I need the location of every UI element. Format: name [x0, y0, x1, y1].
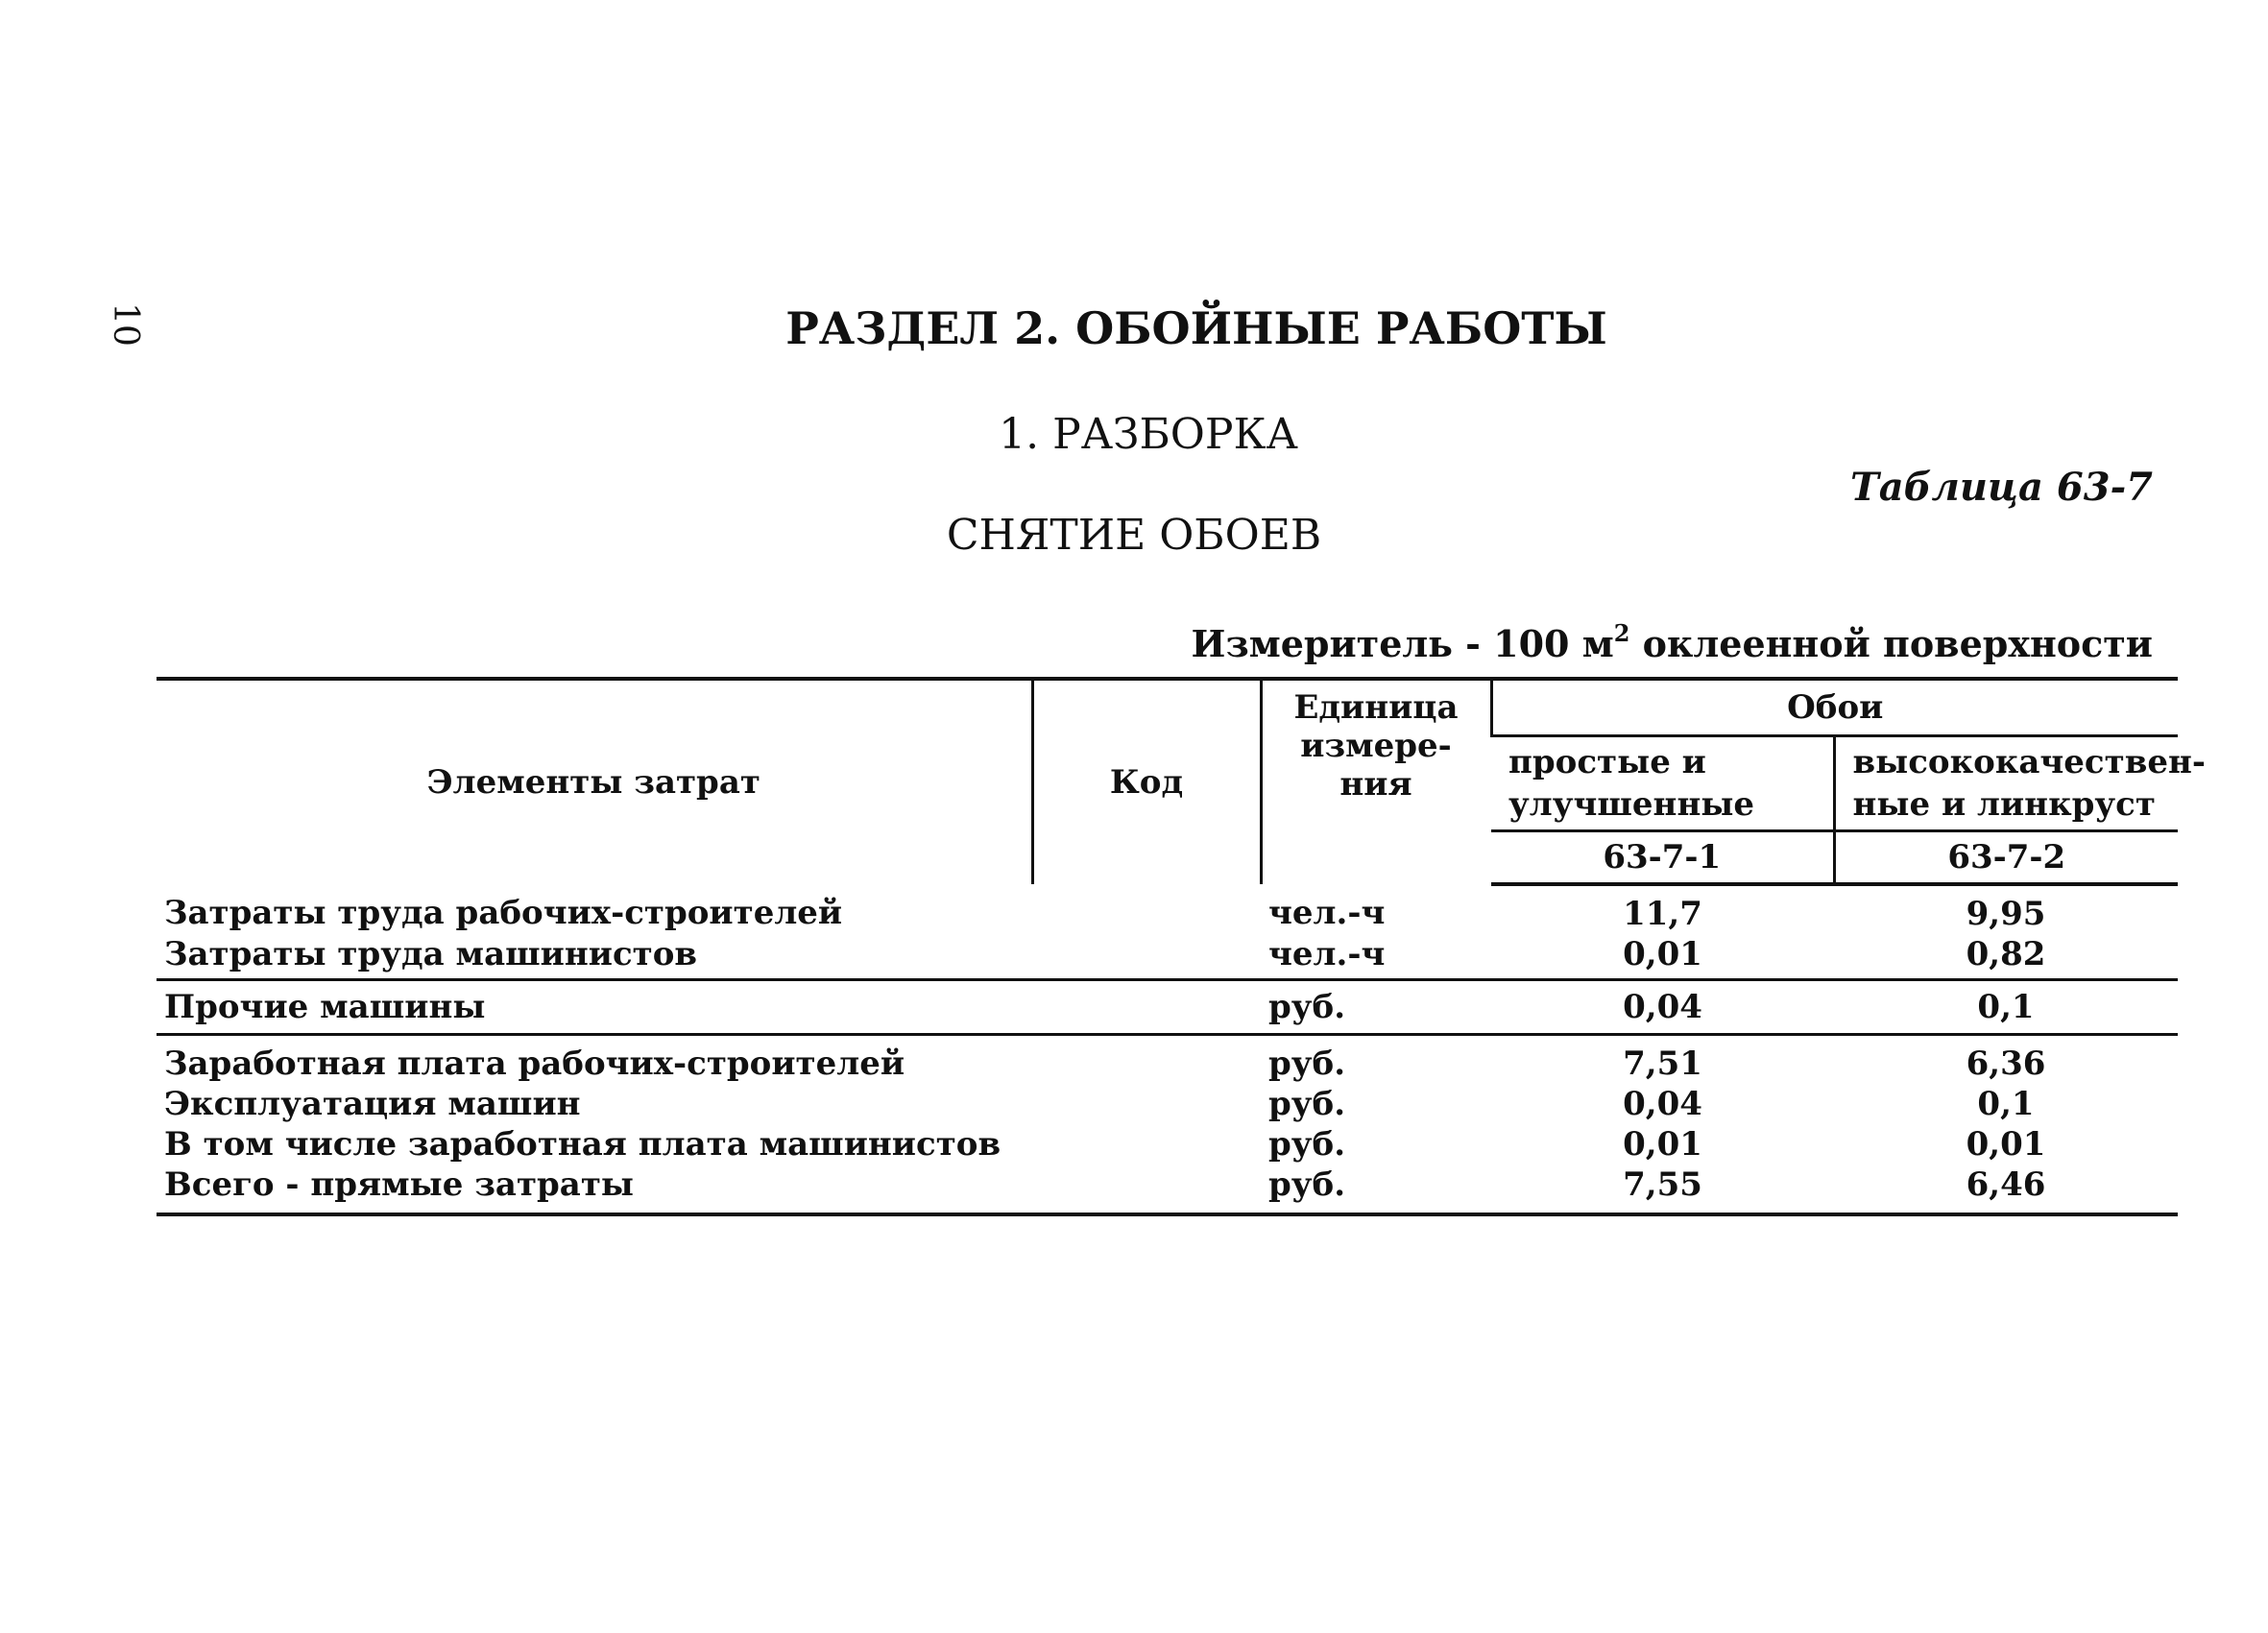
header-col1: простые и улучшенные [1491, 736, 1834, 831]
header-col2: высококачествен- ные и линкруст [1834, 736, 2178, 831]
row-unit: руб. [1268, 1125, 1346, 1164]
row-element: Прочие машины [157, 980, 1032, 1035]
row-code [1032, 1124, 1261, 1165]
header-unit: Единица измере- ния [1261, 679, 1491, 884]
row-element: Эксплуатация машин [164, 1085, 581, 1123]
header-code: Код [1032, 679, 1261, 884]
row-code [1032, 1035, 1261, 1085]
row-value-1: 11,7 [1623, 895, 1702, 933]
row-unit: руб. [1268, 1045, 1346, 1083]
table-label: Таблица 63-7 [1850, 465, 2153, 510]
row-value-2: 0,01 [1966, 1125, 2046, 1164]
row-unit: руб. [1261, 1165, 1491, 1214]
row-value-1: 0,04 [1623, 1085, 1702, 1123]
row-value-1: 7,51 [1623, 1045, 1702, 1083]
header-elements: Элементы затрат [157, 679, 1032, 884]
row-code [1032, 934, 1261, 980]
row-code [1032, 1165, 1261, 1214]
row-unit: чел.-ч [1268, 894, 1386, 932]
row-element: Затраты труда машинистов [157, 934, 1032, 980]
header-code1: 63-7-1 [1491, 831, 1834, 885]
measure-suffix: оклеенной поверхности [1629, 622, 2153, 665]
header-group: Обои [1491, 679, 2178, 736]
row-value-1: 0,01 [1491, 934, 1834, 980]
row-code [1032, 1084, 1261, 1124]
table-row [157, 884, 2178, 934]
row-element: Заработная плата рабочих-строителей [164, 1045, 905, 1083]
table-row [157, 1165, 2178, 1214]
row-unit: чел.-ч [1261, 934, 1491, 980]
table-row [157, 980, 2178, 1035]
header-code2: 63-7-2 [1834, 831, 2178, 885]
row-value-2: 9,95 [1966, 895, 2046, 933]
section-title: РАЗДЕЛ 2. ОБОЙНЫЕ РАБОТЫ [785, 302, 1607, 354]
row-element: Затраты труда рабочих-строителей [164, 894, 843, 932]
measure-superscript: 2 [1613, 619, 1630, 647]
row-value-2: 0,82 [1834, 934, 2178, 980]
row-code [1032, 980, 1261, 1035]
norms-table [157, 677, 2206, 1216]
row-unit: руб. [1261, 980, 1491, 1035]
subsection-title: 1. РАЗБОРКА [999, 410, 1298, 459]
row-code [1032, 884, 1261, 934]
page-number: 10 [106, 302, 145, 347]
row-value-1: 0,04 [1491, 980, 1834, 1035]
work-title: СНЯТИЕ ОБОЕВ [946, 511, 1322, 560]
row-value-2: 6,46 [1834, 1165, 2178, 1214]
table-row [157, 1084, 2178, 1124]
measure-unit [1192, 619, 2153, 669]
row-unit: руб. [1268, 1085, 1346, 1123]
table-row [157, 1124, 2178, 1165]
row-value-2: 0,1 [1834, 980, 2178, 1035]
row-element: Всего - прямые затраты [157, 1165, 1032, 1214]
table-row [157, 934, 2178, 980]
measure-prefix: Измеритель - 100 м [1191, 622, 1614, 665]
row-element: В том числе заработная плата машинистов [164, 1125, 1001, 1164]
row-value-1: 0,01 [1623, 1125, 1702, 1164]
row-value-2: 6,36 [1966, 1045, 2046, 1083]
row-value-1: 7,55 [1491, 1165, 1834, 1214]
row-value-2: 0,1 [1977, 1085, 2035, 1123]
table-row [157, 1035, 2178, 1085]
